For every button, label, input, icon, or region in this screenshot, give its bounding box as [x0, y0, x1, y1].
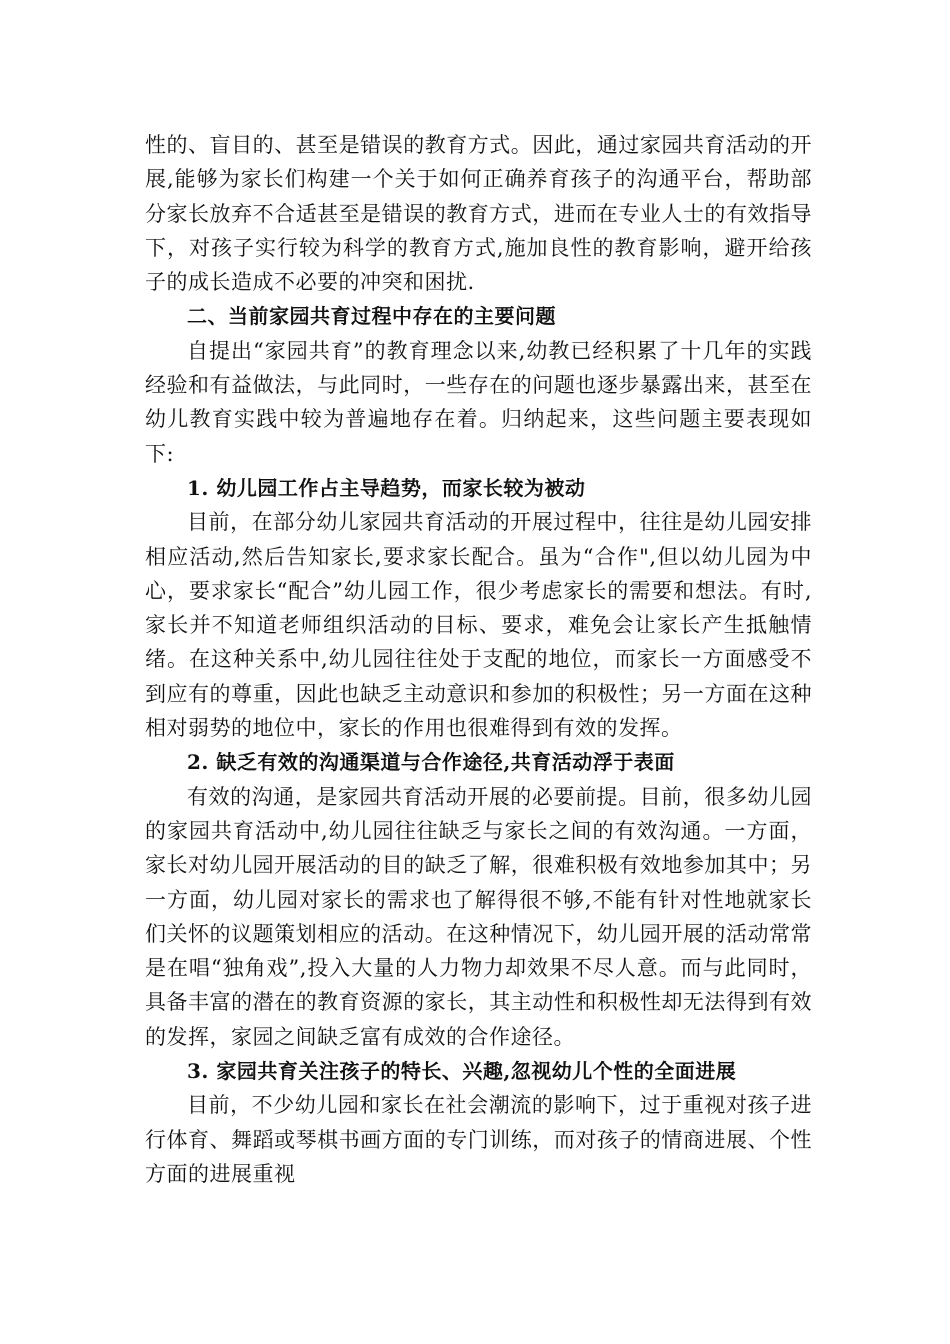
- subsection-heading-3: 3. 家园共育关注孩子的特长、兴趣,忽视幼儿个性的全面进展: [187, 1059, 737, 1084]
- subsection-heading-1: 1. 幼儿园工作占主导趋势，而家长较为被动: [187, 475, 586, 500]
- paragraph-3: 目前，不少幼儿园和家长在社会潮流的影响下，过于重视对孩子进行体育、舞蹈或琴棋书画方面的专门训练，而对孩子的情商进展、个性方面的进展重视: [145, 1093, 812, 1186]
- subsection-heading-2: 2. 缺乏有效的沟通渠道与合作途径,共育活动浮于表面: [187, 750, 675, 775]
- paragraph-2: 有效的沟通，是家园共育活动开展的必要前提。目前，很多幼儿园的家园共育活动中,幼儿园往往缺乏与家长之间的有效沟通。一方面，家长对幼儿园开展活动的目的缺乏了解，很难积极有效地参加其中；另一方面，幼儿园对家长的需求也了解得很不够,不能有针对性地就家长们关怀的议题策划相应的活动。在这种情况下，幼儿园开展的活动常常是在唱“独角戏”,投入大量的人力物力却效果不尽人意。而与此同时，具备丰富的潜在的教育资源的家长，其主动性和积极性却无法得到有效的发挥，家园之间缺乏富有成效的合作途径。: [145, 784, 812, 1049]
- section-heading: 二、当前家园共育过程中存在的主要问题: [187, 304, 556, 329]
- paragraph-1: 目前，在部分幼儿家园共育活动的开展过程中，往往是幼儿园安排相应活动,然后告知家长,要求家长配合。虽为“合作",但以幼儿园为中心，要求家长“配合”幼儿园工作，很少考虑家长的需要和想法。有时,家长并不知道老师组织活动的目标、要求，难免会让家长产生抵触情绪。在这种关系中,幼儿园往往处于支配的地位，而家长一方面感受不到应有的尊重，因此也缺乏主动意识和参加的积极性；另一方面在这种相对弱势的地位中，家长的作用也很难得到有效的发挥。: [145, 510, 812, 741]
- paragraph-continuation: 性的、盲目的、甚至是错误的教育方式。因此，通过家园共育活动的开展,能够为家长们构建一个关于如何正确养育孩子的沟通平台，帮助部分家长放弃不合适甚至是错误的教育方式，进而在专业人士的有效指导下，对孩子实行较为科学的教育方式,施加良性的教育影响，避开给孩子的成长造成不必要的冲突和困扰.: [145, 133, 812, 295]
- paragraph-intro: 自提出“家园共育”的教育理念以来,幼教已经积累了十几年的实践经验和有益做法，与此同时，一些存在的问题也逐步暴露出来，甚至在幼儿教育实践中较为普遍地存在着。归纳起来，这些问题主要表现如下:: [145, 338, 812, 466]
